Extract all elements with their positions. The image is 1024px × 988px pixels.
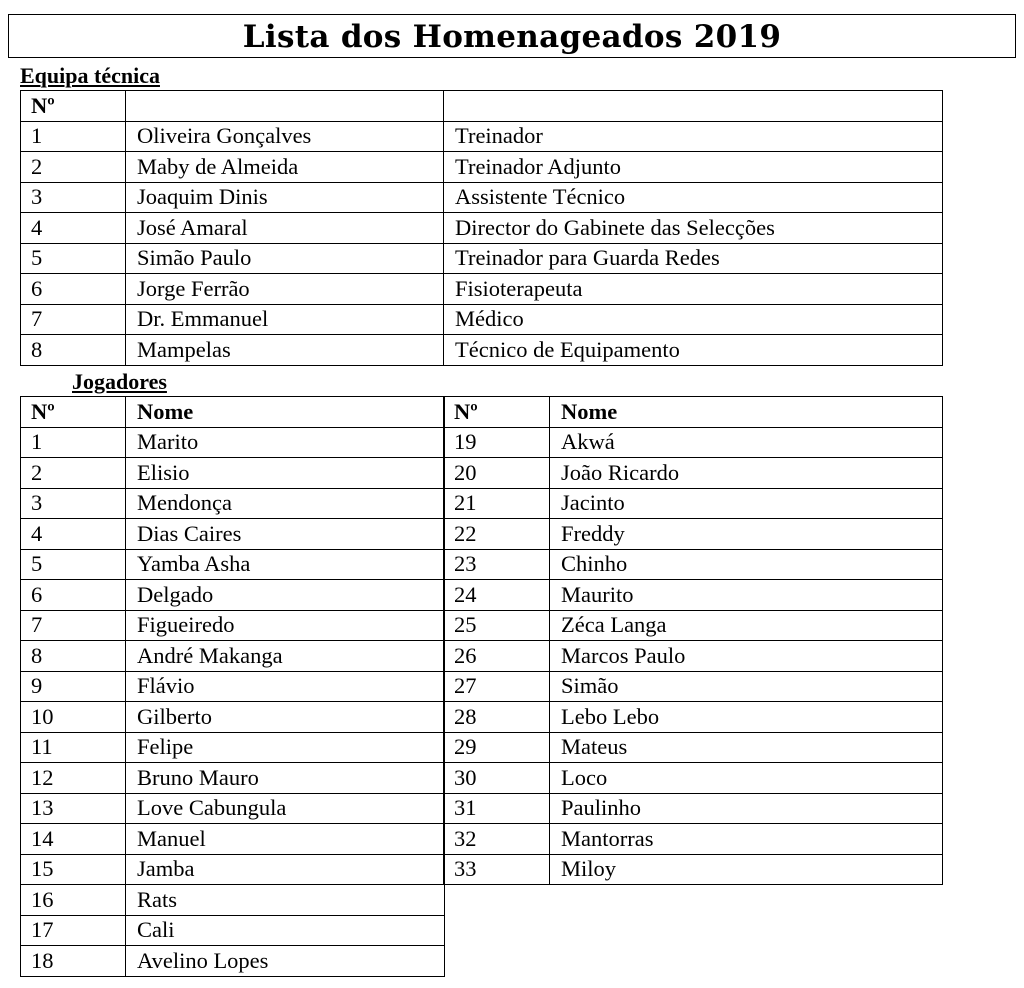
staff-row-num: 2 bbox=[21, 152, 126, 183]
player-row-num: 25 bbox=[444, 610, 550, 641]
staff-row bbox=[21, 182, 943, 213]
player-row-name: Mateus bbox=[550, 732, 943, 763]
player-row bbox=[444, 519, 943, 550]
staff-row-num: 1 bbox=[21, 121, 126, 152]
player-row-name: Mendonça bbox=[126, 488, 445, 519]
staff-header-role bbox=[444, 91, 943, 122]
player-row-num: 14 bbox=[21, 824, 126, 855]
player-row-name: Chinho bbox=[550, 549, 943, 580]
player-row bbox=[21, 580, 445, 611]
player-row-num: 10 bbox=[21, 702, 126, 733]
staff-row-name: Jorge Ferrão bbox=[126, 274, 444, 305]
players-table-left bbox=[20, 396, 445, 977]
player-row bbox=[21, 732, 445, 763]
player-row-num: 31 bbox=[444, 793, 550, 824]
player-row-name: Simão bbox=[550, 671, 943, 702]
player-row bbox=[21, 824, 445, 855]
staff-row-num: 7 bbox=[21, 304, 126, 335]
staff-heading: Equipa técnica bbox=[20, 63, 160, 88]
player-row bbox=[21, 763, 445, 794]
player-row-num: 23 bbox=[444, 549, 550, 580]
player-row-name: Marito bbox=[126, 427, 445, 458]
players-right-header-row bbox=[444, 397, 943, 428]
staff-row bbox=[21, 152, 943, 183]
player-row bbox=[21, 946, 445, 977]
player-row-num: 13 bbox=[21, 793, 126, 824]
player-row bbox=[21, 458, 445, 489]
staff-header-row bbox=[21, 91, 943, 122]
staff-row bbox=[21, 213, 943, 244]
player-row-num: 4 bbox=[21, 519, 126, 550]
player-row-num: 20 bbox=[444, 458, 550, 489]
players-left-header-name: Nome bbox=[126, 397, 445, 428]
staff-row-role: Director do Gabinete das Selecções bbox=[444, 213, 943, 244]
players-left-header-num: Nº bbox=[21, 397, 126, 428]
staff-row-role: Fisioterapeuta bbox=[444, 274, 943, 305]
player-row-name: Delgado bbox=[126, 580, 445, 611]
player-row-name: Felipe bbox=[126, 732, 445, 763]
player-row-name: Avelino Lopes bbox=[126, 946, 445, 977]
player-row-name: Jamba bbox=[126, 854, 445, 885]
player-row-name: Maurito bbox=[550, 580, 943, 611]
player-row-num: 16 bbox=[21, 885, 126, 916]
player-row bbox=[21, 488, 445, 519]
player-row-num: 28 bbox=[444, 702, 550, 733]
staff-row-name: Mampelas bbox=[126, 335, 444, 366]
player-row-num: 5 bbox=[21, 549, 126, 580]
players-right-header-num: Nº bbox=[444, 397, 550, 428]
player-row-num: 29 bbox=[444, 732, 550, 763]
staff-row-num: 6 bbox=[21, 274, 126, 305]
staff-row-num: 4 bbox=[21, 213, 126, 244]
player-row bbox=[444, 702, 943, 733]
staff-row-role: Médico bbox=[444, 304, 943, 335]
player-row bbox=[21, 854, 445, 885]
player-row bbox=[444, 854, 943, 885]
player-row-name: Lebo Lebo bbox=[550, 702, 943, 733]
player-row bbox=[21, 549, 445, 580]
player-row-num: 24 bbox=[444, 580, 550, 611]
player-row bbox=[21, 671, 445, 702]
player-row-num: 11 bbox=[21, 732, 126, 763]
player-row-name: Cali bbox=[126, 915, 445, 946]
player-row bbox=[444, 458, 943, 489]
staff-row bbox=[21, 243, 943, 274]
player-row-num: 12 bbox=[21, 763, 126, 794]
player-row-num: 1 bbox=[21, 427, 126, 458]
player-row-name: Miloy bbox=[550, 854, 943, 885]
player-row bbox=[21, 519, 445, 550]
player-row-num: 27 bbox=[444, 671, 550, 702]
staff-row bbox=[21, 335, 943, 366]
staff-row bbox=[21, 121, 943, 152]
player-row bbox=[21, 885, 445, 916]
player-row bbox=[444, 641, 943, 672]
player-row bbox=[21, 915, 445, 946]
staff-row-role: Assistente Técnico bbox=[444, 182, 943, 213]
staff-row-num: 8 bbox=[21, 335, 126, 366]
player-row bbox=[444, 427, 943, 458]
player-row bbox=[444, 580, 943, 611]
player-row-name: Manuel bbox=[126, 824, 445, 855]
player-row-name: André Makanga bbox=[126, 641, 445, 672]
player-row-num: 18 bbox=[21, 946, 126, 977]
player-row-name: Zéca Langa bbox=[550, 610, 943, 641]
player-row-name: Rats bbox=[126, 885, 445, 916]
player-row-num: 7 bbox=[21, 610, 126, 641]
player-row-name: Paulinho bbox=[550, 793, 943, 824]
player-row-num: 2 bbox=[21, 458, 126, 489]
staff-row-name: Oliveira Gonçalves bbox=[126, 121, 444, 152]
staff-row bbox=[21, 274, 943, 305]
player-row-name: Bruno Mauro bbox=[126, 763, 445, 794]
player-row bbox=[444, 824, 943, 855]
player-row-num: 19 bbox=[444, 427, 550, 458]
player-row bbox=[21, 793, 445, 824]
player-row-name: Marcos Paulo bbox=[550, 641, 943, 672]
staff-row-role: Técnico de Equipamento bbox=[444, 335, 943, 366]
staff-row-role: Treinador Adjunto bbox=[444, 152, 943, 183]
players-left-header-row bbox=[21, 397, 445, 428]
player-row-name: Akwá bbox=[550, 427, 943, 458]
player-row-num: 6 bbox=[21, 580, 126, 611]
player-row-name: Mantorras bbox=[550, 824, 943, 855]
player-row bbox=[21, 427, 445, 458]
player-row-name: Freddy bbox=[550, 519, 943, 550]
player-row-num: 3 bbox=[21, 488, 126, 519]
player-row bbox=[444, 488, 943, 519]
player-row-num: 32 bbox=[444, 824, 550, 855]
player-row-num: 22 bbox=[444, 519, 550, 550]
player-row-num: 30 bbox=[444, 763, 550, 794]
player-row bbox=[21, 702, 445, 733]
staff-row bbox=[21, 304, 943, 335]
players-table-right bbox=[443, 396, 943, 885]
staff-row-num: 3 bbox=[21, 182, 126, 213]
player-row-name: Dias Caires bbox=[126, 519, 445, 550]
player-row bbox=[21, 610, 445, 641]
staff-row-name: Dr. Emmanuel bbox=[126, 304, 444, 335]
player-row bbox=[444, 763, 943, 794]
document-title: Lista dos Homenageados 2019 bbox=[242, 19, 782, 55]
player-row bbox=[444, 732, 943, 763]
player-row-name: Jacinto bbox=[550, 488, 943, 519]
player-row-num: 17 bbox=[21, 915, 126, 946]
staff-row-name: Maby de Almeida bbox=[126, 152, 444, 183]
player-row-num: 21 bbox=[444, 488, 550, 519]
player-row-num: 26 bbox=[444, 641, 550, 672]
staff-row-name: Joaquim Dinis bbox=[126, 182, 444, 213]
player-row-name: Yamba Asha bbox=[126, 549, 445, 580]
player-row-num: 9 bbox=[21, 671, 126, 702]
players-right-header-name: Nome bbox=[550, 397, 943, 428]
player-row-name: Figueiredo bbox=[126, 610, 445, 641]
player-row bbox=[444, 549, 943, 580]
players-heading: Jogadores bbox=[72, 369, 167, 394]
player-row-num: 15 bbox=[21, 854, 126, 885]
title-box bbox=[8, 14, 1016, 58]
player-row-name: Elisio bbox=[126, 458, 445, 489]
staff-table bbox=[20, 90, 943, 366]
staff-row-num: 5 bbox=[21, 243, 126, 274]
staff-row-name: José Amaral bbox=[126, 213, 444, 244]
player-row bbox=[444, 671, 943, 702]
player-row bbox=[21, 641, 445, 672]
staff-row-role: Treinador bbox=[444, 121, 943, 152]
player-row-num: 8 bbox=[21, 641, 126, 672]
staff-row-name: Simão Paulo bbox=[126, 243, 444, 274]
player-row-name: Gilberto bbox=[126, 702, 445, 733]
player-row bbox=[444, 793, 943, 824]
player-row-num: 33 bbox=[444, 854, 550, 885]
player-row-name: Flávio bbox=[126, 671, 445, 702]
player-row-name: Love Cabungula bbox=[126, 793, 445, 824]
staff-row-role: Treinador para Guarda Redes bbox=[444, 243, 943, 274]
player-row-name: João Ricardo bbox=[550, 458, 943, 489]
player-row bbox=[444, 610, 943, 641]
staff-header-name bbox=[126, 91, 444, 122]
player-row-name: Loco bbox=[550, 763, 943, 794]
staff-header-num: Nº bbox=[21, 91, 126, 122]
